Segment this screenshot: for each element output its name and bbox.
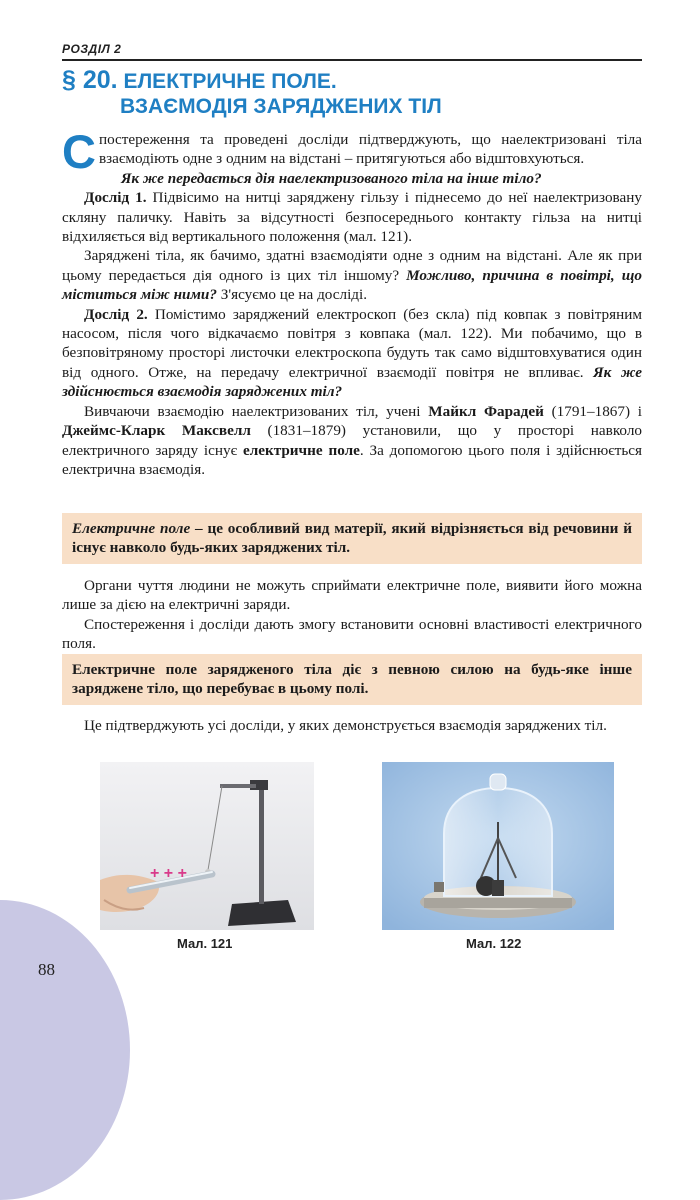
paragraph-3: [62, 402, 642, 480]
section-number: § 20.: [62, 66, 118, 94]
paragraph-2-italic: Можливо, причина в повітрі, що міститься між ними?: [62, 266, 642, 304]
paragraph-5: Спостереження і досліди дають змогу встановити основні властивості електричного поля.: [62, 615, 642, 653]
title-line-1: ЕЛЕКТРИЧНЕ ПОЛЕ.: [117, 70, 337, 93]
paragraph-6: Це підтверджують усі досліди, у яких демонструється взаємодія заряджених тіл.: [84, 717, 607, 734]
scientist-faraday: Майкл Фарадей: [428, 402, 544, 420]
figure-122: [382, 762, 614, 930]
figure-121-illustration: [100, 762, 314, 930]
paragraph-3-c: (1831–1879) установили, що у просторі навколо електричного заряду існує: [62, 422, 642, 459]
drop-cap: С: [62, 125, 96, 178]
experiment-2-italic: Як же здійснюється взаємодія заряджених тіл?: [62, 363, 642, 401]
experiment-1-text: Підвісимо на нитці заряджену гільзу і піднесемо до неї наелектризовану скляну паличку. Навіть за відсутності безпосереднього контакту гільза на нитці відхиляється від вертикального положення (мал. 121).: [62, 189, 642, 246]
section-label: РОЗДІЛ 2: [62, 42, 122, 56]
title-line-2: ВЗАЄМОДІЯ ЗАРЯДЖЕНИХ ТІЛ: [120, 95, 442, 118]
experiment-2-label: Дослід 2.: [84, 305, 148, 323]
body-text-bottom: [62, 716, 642, 735]
page-number: 88: [38, 960, 55, 979]
paragraph-3-d: . За допомогою цього поля і здійснюється електрична взаємодія.: [62, 441, 642, 478]
paragraph-2-tail: З'ясуємо це на досліді.: [216, 286, 368, 304]
paragraph-3-a: Вивчаючи взаємодію наелектризованих тіл, учені: [84, 402, 429, 420]
body-text-top: [62, 125, 642, 479]
property-box: Електричне поле зарядженого тіла діє з певною силою на будь-яке інше заряджене тіло, що перебуває в цьому полі.: [62, 654, 642, 705]
definition-text: – це особливий вид матерії, який відрізняється від речовини й існує навколо будь-яких заряджених тіл.: [72, 520, 632, 557]
paragraph-2: [62, 246, 642, 304]
header-rule: [62, 59, 642, 61]
experiment-1-label: Дослід 1.: [84, 189, 147, 207]
question-1-text: Як же передається дія наелектризованого тіла на інше тіло?: [120, 169, 542, 187]
scientist-maxwell: Джеймс-Кларк Максвелл: [62, 422, 251, 440]
figure-122-illustration: [382, 762, 614, 930]
charge-signs: + + +: [150, 865, 187, 882]
section-title: [62, 66, 442, 118]
paragraph-2-text: Заряджені тіла, як бачимо, здатні взаємодіяти одне з одним на відстані. Але як при цьому передається дія одного із цих тіл іншому?: [62, 247, 642, 284]
experiment-2: [62, 305, 642, 402]
figure-121-caption: Мал. 121: [177, 936, 233, 951]
experiment-1: [62, 188, 642, 246]
body-text-middle: [62, 576, 642, 654]
figure-121: [100, 762, 314, 930]
corner-decoration: [0, 900, 130, 1200]
definition-box: [62, 513, 642, 564]
paragraph-4: Органи чуття людини не можуть сприймати електричне поле, виявити його можна лише за дією на електричні заряди.: [62, 577, 642, 614]
experiment-2-text: Помістимо заряджений електроскоп (без скла) під ковпак з повітряним насосом, після чого відкачаємо повітря з ковпака (мал. 122). Ми побачимо, що в безповітряному просторі листочки електроскопа будуть так само відштовхуватися один від одного. Отже, на передачу електричної взаємодії повітря не впливає.: [62, 305, 642, 381]
figure-122-caption: Мал. 122: [466, 936, 522, 951]
question-1: [62, 169, 642, 188]
paragraph-3-b: (1791–1867) і: [543, 402, 642, 420]
definition-term: Електричне поле: [72, 520, 191, 537]
paragraph-3-term: електричне поле: [242, 441, 360, 459]
intro-text: постереження та проведені досліди підтверджують, що наелектризовані тіла взаємодіють одне з одним на відстані – притягуються або відштовхуються.: [98, 131, 642, 168]
